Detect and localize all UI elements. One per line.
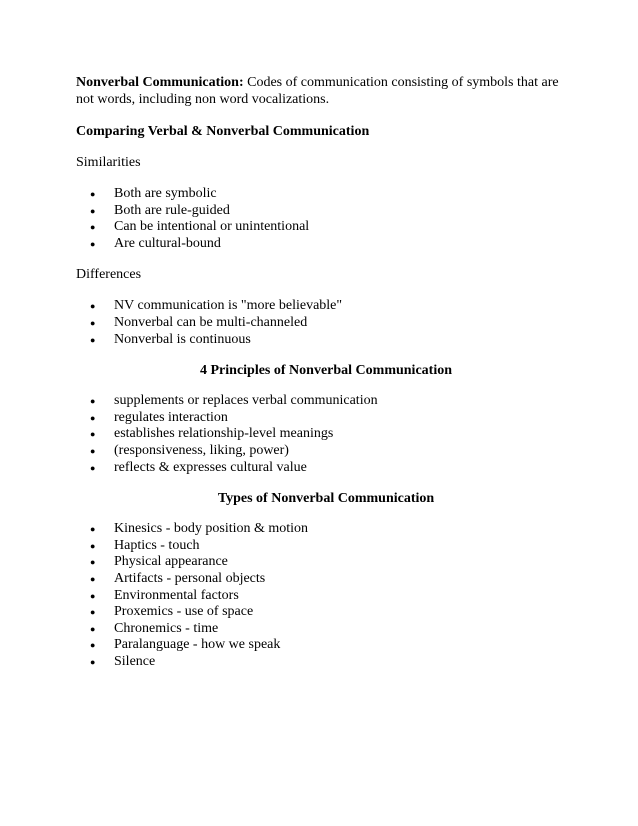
list-item [76, 460, 576, 477]
bullet-icon: ● [90, 222, 96, 233]
definition-term: Nonverbal Communication: [76, 75, 244, 90]
list-item [76, 654, 576, 671]
similarities-label: Similarities [76, 155, 141, 170]
types-heading: Types of Nonverbal Communication [217, 491, 435, 507]
principles-heading: 4 Principles of Nonverbal Communication [200, 363, 452, 379]
list-item-text: establishes relationship-level meanings [114, 426, 334, 442]
list-item [76, 604, 576, 621]
list-item-text: supplements or replaces verbal communication [114, 393, 378, 409]
list-item [76, 315, 576, 332]
list-item [76, 637, 576, 654]
list-item [76, 443, 576, 460]
list-item-text: Both are symbolic [114, 186, 217, 201]
types-list [76, 521, 576, 670]
list-item-text: regulates interaction [114, 409, 228, 425]
list-item-text: reflects & expresses cultural value [114, 459, 307, 475]
bullet-icon: ● [90, 429, 96, 440]
list-item-text: Nonverbal can be multi-channeled [114, 314, 308, 330]
list-item [76, 298, 576, 315]
list-item-text: Proxemics - use of space [114, 604, 254, 620]
list-item-text: Can be intentional or unintentional [114, 219, 310, 235]
differences-label: Differences [76, 267, 142, 283]
list-item [76, 219, 576, 236]
bullet-icon: ● [90, 396, 96, 407]
list-item-text: Are cultural-bound [114, 235, 221, 251]
comparing-heading: Comparing Verbal & Nonverbal Communication [76, 124, 370, 139]
document-page [76, 74, 576, 684]
definition-paragraph [76, 74, 576, 108]
list-item [76, 203, 576, 220]
list-item-text: Physical appearance [114, 554, 228, 570]
bullet-icon: ● [90, 334, 96, 345]
bullet-icon: ● [90, 205, 96, 216]
bullet-icon: ● [90, 445, 96, 456]
list-item-text: NV communication is "more believable" [114, 298, 343, 314]
list-item-text: (responsiveness, liking, power) [114, 442, 289, 458]
bullet-icon: ● [90, 524, 96, 535]
list-item [76, 410, 576, 427]
bullet-icon: ● [90, 607, 96, 618]
list-item-text: Both are rule-guided [114, 202, 230, 218]
list-item [76, 521, 576, 538]
principles-list [76, 393, 576, 476]
list-item [76, 426, 576, 443]
list-item-text: Kinesics - body position & motion [114, 521, 309, 537]
list-item [76, 393, 576, 410]
list-item-text: Artifacts - personal objects [114, 570, 266, 586]
bullet-icon: ● [90, 317, 96, 328]
list-item-text: Environmental factors [114, 587, 239, 603]
differences-list [76, 298, 576, 348]
list-item [76, 236, 576, 253]
bullet-icon: ● [90, 573, 96, 584]
list-item [76, 621, 576, 638]
list-item [76, 538, 576, 555]
list-item [76, 588, 576, 605]
list-item-text: Nonverbal is continuous [114, 331, 251, 347]
bullet-icon: ● [90, 301, 96, 312]
list-item-text: Haptics - touch [114, 537, 200, 553]
list-item-text: Chronemics - time [114, 620, 219, 636]
bullet-icon: ● [90, 557, 96, 568]
list-item [76, 571, 576, 588]
bullet-icon: ● [90, 540, 96, 551]
list-item-text: Silence [114, 653, 156, 669]
definition-text: Codes of communication consisting of symbols that are not words, including non word vocalizations. [76, 75, 559, 107]
list-item-text: Paralanguage - how we speak [114, 637, 281, 653]
bullet-icon: ● [90, 590, 96, 601]
list-item [76, 186, 576, 203]
bullet-icon: ● [90, 238, 96, 249]
bullet-icon: ● [90, 640, 96, 651]
bullet-icon: ● [90, 412, 96, 423]
bullet-icon: ● [90, 623, 96, 634]
bullet-icon: ● [90, 189, 96, 199]
list-item [76, 554, 576, 571]
bullet-icon: ● [90, 462, 96, 473]
bullet-icon: ● [90, 656, 96, 667]
list-item [76, 332, 576, 349]
similarities-list [76, 186, 576, 252]
